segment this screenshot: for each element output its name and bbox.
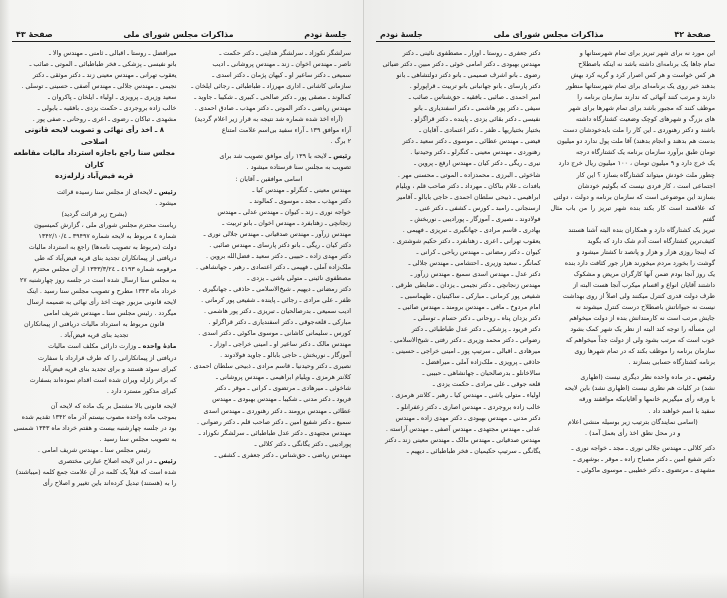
text-line: آراء موافق ۱۳۹ ـ آراء سفید بی‌اسم علامت امتناع (221, 126, 351, 135)
text-line: دارند و مرتب کنند آنهائی که ندارند سازمان برنامه را (577, 93, 715, 102)
text-line: مهندس معینی ـ کنگرلو ـ مهندس کیا ـ (252, 185, 351, 194)
text-line: سمیع ـ دکتر شفیع امین ـ دکتر صاحب قلم ـ دکتر رضوانی . (196, 417, 351, 426)
text-line: ظفر ـ علی مرادی ـ رجائی ـ پاینده ـ شفیعی پور کرمانی . (201, 296, 351, 305)
text-line: سالاخانلو ـ بدرصالحیان ـ جهانشاهی ـ حبیبی ـ (422, 369, 541, 378)
text-line: نیست نه حیواناتش باصطلاح درست کنترل میشوند نه (575, 303, 715, 312)
text-line: کمانگر ـ سعید وزیری ـ احتشامی ـ مهندس جلالی ـ (408, 258, 541, 267)
text-line: فریود ـ دکتر مدنی ـ شکیبا ـ مهندس بهبودی ـ مهندس (212, 395, 351, 404)
text-columns (376, 48, 715, 476)
text-line: مشهدی ـ تباکان ـ رضوی ـ اعری ـ روحانی ـ صفی پور . (32, 115, 177, 124)
text-line: کیوان ـ دکتر رمضانی ـ مهندس ریاحی ـ کرانی ـ (416, 247, 541, 256)
text-line (12, 341, 177, 352)
text-line: خوب است که مرتب بشود ولی از دولت جداً میخواهم که (565, 336, 715, 345)
text-line: ادیب سمیعی ـ بدرصالحیان ـ تبریزی ـ دکتر پور هاشمی . (203, 307, 351, 316)
text-line: دکتر کیان ـ ریگی ـ بانو دکتر پارسای ـ مهندس صائبی . (209, 240, 351, 249)
text-line: نجیمی ـ مهندس جلالی ـ مهندس آصفی ـ حسینی ـ توسلی . (21, 82, 177, 91)
text-line: عدلی ـ مهندس مجتهدی ـ مهندس آصفی ـ مهندس آراسته . (385, 424, 541, 433)
page-title: مذاکرات مجلس شورای ملی (123, 30, 234, 39)
speech-text: وزارت دارائی مکلف است مالیات (48, 342, 139, 351)
text-line: رضوانی ـ دکتر محمد وزیری ـ دکتر رفتی ـ شیخ‌الاسلامی . (389, 336, 541, 345)
text-line: بود در جلسه چهارشنبه بیست و هفتم خرداد ماه ۱۳۴۳ شمسی (13, 423, 177, 432)
text-line: آموزگار ـ نوربخش ـ حاجی بابالو ـ جاوید فولادوند . (220, 351, 351, 360)
text-line: رهنوردی ـ مهندس معینی ـ کنگرلو ـ دکتر وحیدنیا . (410, 148, 541, 157)
text-line: سفید با اسم خواهند داد . (648, 406, 715, 415)
speaker-name: رئیس ـ (692, 373, 715, 382)
text-line: مهندس ریاضی ـ حق‌شناس ـ دکتر جعفری ـ کشفی ـ (214, 450, 351, 459)
text-line: فولادوند ـ نصیری ـ آموزگار ـ پورادیبی ـ نوربخش ـ (410, 214, 541, 223)
text-line: مرقومه شماره ٤١٩٣ ـ ۱۳۴۳/۳/۲٤ از آن مجلس محترم (32, 265, 177, 274)
text-line: کلانتر هرمزی ـ ویلیام ابراهیمی ـ مهندس پروشانی ـ (215, 373, 351, 382)
text-line: تبریز یک کشتارگاه دارد و همکاران بنده البته آشنا هستند (568, 225, 715, 234)
text-line: نشد) در کلیات هم نظری نیست (اظهاری نشد) باین لایحه (564, 384, 715, 393)
text-line: دکتر جعفری ـ روستا ـ اوزار ـ مصطفوی نائینی ـ دکتر (402, 49, 541, 57)
speech-text: در ماده واحده نظر دیگری نیست (اظهاری (580, 373, 693, 382)
section-heading: ۸ ـ اخذ رأی نهائی و تصویب لایحه قانونی اصلاحی (24, 126, 164, 146)
text-line: اجتماعی است ، کار فردی نیست که بگوئیم خودشان (577, 181, 715, 190)
section-heading: قریه فیض‌آباد زلزله‌زده (54, 172, 134, 181)
text-line: ابراهیمی ـ ذبیحی سلطان احمدی ـ حاجی بابالو ـ آقامیر (396, 192, 541, 201)
text-line: لایحه قانونی بالا مشتمل بر یک ماده که لایحه آن (50, 401, 177, 410)
text-line (12, 187, 177, 198)
text-line: دکتر رمضانی ـ دیهیم ـ شیخ‌الاسلامی ـ حاذقی ـ جهانگیری . (198, 284, 351, 293)
text-line: یعقوب تهرانی ـ مهندس معینی زند ـ دکتر موثقی ـ دکتر (32, 71, 177, 80)
text-line: میگردد . رئیس مجلس سنا ـ مهندس شریف امامی (43, 309, 177, 318)
centered-note: قانون مربوط به استرداد مالیات دریافتی از پیمانکاران (24, 320, 165, 329)
text-line: خرداد ماه ۱۳۴۳ مطرح و تصویب مجلس سنا رسید . اینک (26, 287, 177, 296)
text-line: دکتر یزدان پناه ـ روحانی ـ دکتر حسام ـ توسلی ـ (413, 314, 541, 323)
text-line: میشود . (155, 198, 177, 207)
text-line: بدست هم بدهند و انجام بدهند) آقا ملت پول ندارد دو میلیون (557, 137, 715, 146)
text-line: یک خرج دارد و ۹ میلیون تومان ، ۱۰۰ میلیون ریال خرج دارد (558, 159, 715, 168)
text-line: جایش مرتب است نه کارمندانش بنده از دولت میخواهم (569, 314, 715, 323)
speech-text: لایحه‌ای از مجلس سنا رسیده قرائت (57, 187, 155, 196)
text-line: ریاست محترم مجلس شورای ملی ، گزارش کمیسیون (34, 220, 177, 229)
centered-note: رئیس مجلس سنا ـ مهندس شریف امامی . (37, 445, 151, 454)
left-page (0, 0, 363, 598)
column-left (12, 48, 177, 489)
text-line: دولت (مربوط به تصویب نامه‌ها) راجع به استرداد مالیات (28, 243, 177, 252)
text-line: تصویب به مجلس سنا فرستاده میشود . (246, 163, 351, 172)
text-line: یگانگی ـ سرتیپ حکیمیان ـ فخر طباطبائی ـ دیهیم ـ (406, 446, 541, 455)
session-label: جلسهٔ نودم (380, 30, 423, 39)
text-line: که علاقمند است کار بکند بنده شهر تبریز را من باب مثال گفتم (550, 203, 715, 223)
page-title: مذاکرات مجلس شورای ملی (493, 30, 604, 39)
section-heading: مجلس سنا راجع باجازه استرداد مالیات مقاطعه کاران (13, 149, 175, 169)
text-line: عطائی ـ مهندس برومند ـ دکتر رهنوردی ـ مهندس اسدی (203, 406, 351, 415)
text-line: این مورد نه برای شهر تبریز برای تمام شهرستانها و (579, 49, 715, 57)
text-line: بسازند این موضوعی است که سازمان برنامه و دولت ، دولتی (553, 192, 715, 201)
text-line: قلعه جوقی ـ علی مرادی ـ حکمت یزدی ـ (432, 380, 541, 389)
text-line: چطور ملت خودش میتواند کشتارگاه بسازد ؟ این کار (576, 170, 715, 179)
page-header (376, 26, 715, 42)
text-line: خالب زاده بروجردی ـ حکمت یزدی ـ بافقیه ـ بابولی ـ (37, 104, 177, 113)
text-line: بانو نفیسی ـ پزشکی ـ فخر طباطبائی ـ الموتی ـ صائب ـ (29, 60, 177, 69)
text-line: ناصر ـ مهندس اخوان ـ زند ـ مهندس پروشانی ـ ادیب (212, 60, 351, 69)
text-line: زنجانچی ـ زهتابفرد ـ مهندس اخوان ـ بانو تربیت ـ (222, 218, 351, 227)
text-line: امام مردوخ ـ مافی ـ مهندس برومند ـ مهندس صائبی ـ (398, 303, 541, 312)
text-line: دکتر فریود ـ پزشکی ـ دکتر عدل طباطبائی ـ دکتر (411, 325, 541, 334)
right-page (364, 0, 727, 598)
text-line: که اینجا روزی هزار و هزار و پانصد تا کشتار میشود و (576, 247, 715, 256)
text-line: یک روز آنجا بودم ضمن آنها کارگران مریض و مشکوک (573, 269, 715, 278)
page-number: صفحهٔ ۴۲ (674, 30, 711, 39)
text-line: که براثر زلزله ویران شده است اقدام نموده‌اند بسفارت (29, 375, 177, 384)
centered-note: اسامی موافقین ـ آقایان : (235, 174, 303, 183)
text-line: رضوی ـ بانو اشرف صمیمی ـ بانو دکتر دولتشاهی ـ بانو (396, 71, 541, 80)
centered-note: (بشرح زیر قرائت گردید) (61, 209, 128, 218)
column-right (187, 48, 352, 489)
text-line: مهندس مالک ـ دکتر ساعیر او ـ امینی خراجی ـ اوزار ـ (210, 340, 351, 349)
text-line: به تصویب مجلس سنا رسید . (99, 434, 177, 443)
text-line: کثیف‌ترین کشتارگاه است آدم شک دارد که بگوید (587, 236, 715, 245)
text-line: نصیری ـ دکتر وحیدنیا ـ قاسم مرادی ـ ذبیحی سلطان احمدی . (189, 362, 351, 371)
text-line: سعید وزیری ـ پرویزی ـ اولیاء ـ ایلخان ـ پاکروان ـ (47, 93, 177, 102)
text-line: را به (هستند) تبدیل کرده‌اند باین تغییر و اصلاح رأی (42, 479, 177, 488)
text-line (187, 151, 352, 162)
text-line: یعقوب تهرانی ـ اعری ـ زهتابفرد ـ دکتر حکیم شوشتری . (392, 236, 541, 245)
column-right (551, 48, 716, 476)
text-line: کبرای مذکور مسترد دارد . (106, 386, 177, 395)
text-line: بافدات ـ غلام بناکان ـ مهرداد ـ دکتر صاحب قلم ، ویلیام (395, 181, 541, 190)
text-line: هر کس خواست و هر کس اصرار کرد و گریه کرد بهش (570, 71, 715, 80)
text-line: ۲ برگ . (330, 137, 351, 146)
text-line: کمالوند ـ مصقی پور ـ دکتر صالحی ـ کبیری ـ شکیبا ـ جاوید ـ (194, 93, 351, 102)
speaker-name: مادهٔ واحده ـ (138, 342, 177, 351)
centered-note: و در محل نطق اخذ رأی بعمل آمد) . (585, 428, 681, 437)
text-line: مصطفوی نائینی ـ متولی باشی ـ یزدی ـ (247, 273, 351, 282)
text-line: برنامه کشتارگاه حسابی بسازند . (628, 358, 715, 367)
text-line: دکتر شفیع امین ـ دکتر مصباح زاده ـ موقر ـ بوشهری ـ (573, 454, 715, 463)
centered-note: تجدید بنای قریه فیض‌آباد . (60, 331, 129, 340)
session-label: جلسهٔ نودم (304, 30, 347, 39)
text-line: سمیعی ـ دکتر ساعیر او ـ کیهان پژمان ـ دکتر اسدی ـ (212, 71, 351, 80)
text-line: فیضی ـ مهندس عطائی ـ موسوی ـ دکتر سعید ـ دکتر (402, 137, 541, 146)
text-line: کبرای سوئد هستند و برای تجدید بنای قریه فیض‌آباد (41, 364, 177, 373)
text-line: کورس ـ سلیمانی کاشانی ـ موسوی ماکوئی ـ دکتر اسدی . (198, 329, 351, 338)
scan-shadow (364, 572, 727, 598)
speaker-name: رئیس ـ (154, 456, 177, 465)
text-line: سازمانی کاشانی ـ اداری مهرزاد ـ طباطبائی ـ رجائی ایلخان ـ (191, 82, 351, 91)
text-line: سیفی ـ دکتر پور هاشمی ـ دکتر اسفندیاری ـ بانو (413, 104, 541, 113)
centered-note: (آراء اخذ شده شماره شد نتیجه به قرار زیر اعلام گردید) (194, 115, 343, 124)
text-line (551, 372, 716, 383)
text-line: تومان طبق برآورد سازمان برنامه یک کشتارگاه درجه (576, 148, 715, 157)
text-line: دکتر مدنی ـ مهندس بهبودی ـ دکتر مهدی زاده ـ مهندس (395, 413, 541, 422)
text-line: پورادیبی ـ دکتر یگانگی ـ دکتر کلالی ـ (254, 439, 351, 448)
text-line: اولیاء ـ متولی باشی ـ مهندس کیا ـ رهبر ـ کلانتر هرمزی . (391, 391, 541, 400)
column-left (376, 48, 541, 476)
text-line: خالب زاده بروجردی ـ مهندس اصاری ـ دکتر زعفرانلو ـ (397, 402, 541, 411)
text-line: سازمان برنامه را موظف بکند که در تمام شهرها روی (574, 347, 715, 356)
text-line: نفیسی ـ دکتر بقائی یزدی ـ پاینده ـ دکتر قراگزلو . (410, 115, 541, 124)
text-line: این مسأله را توجه کند البته از نظر یک شهر کمک بشود (570, 325, 715, 334)
text-line: شماره ٤ مربوط به لایحه شماره ۳۹۴۹۷ ـ ۱۳۴۲/۱۰/٤ (38, 232, 177, 241)
text-line: به مجلس سنا ارسال شده است در جلسه روز چهارشنبه ۲۷ (19, 276, 177, 285)
text-line: باشند و دکتر رهنوردی ـ این کار را ملت بایدخودشان دست (562, 126, 715, 135)
text-line: با ورقه رأی میگیریم خانمها و آقایانیکه موافقند ورقه (578, 395, 715, 404)
text-line: ملک‌زاده آملی ـ فهیمی ـ دکتر اعتمادی ـ رهبر ـ جهانشاهی . (196, 262, 351, 271)
text-line: امیر احمدی ـ صائبی ـ بافقیه ـ حق‌شناس ـ صائب ـ (408, 93, 541, 102)
text-line: دریافتی از پیمانکاران تجدید بنای قریه فیض‌آباد که طی (34, 254, 177, 263)
text-line: دکتر کلالی ـ مهندس جلالی نوری ـ مجد ـ خواجه نوری ـ (571, 443, 715, 452)
page-number: صفحهٔ ۴۳ (16, 30, 53, 39)
text-line: بختیار بختیاریها ـ ظفر ـ دکتر اعتمادی ـ آقایان ـ (419, 126, 541, 135)
speech-text: لایحه با ۱۳۹ رأی موافق تصویب شد برای (219, 152, 329, 161)
text-line: دکتر عدل ـ مهندس اسدی سمیع ـ مهندس زرآور ـ (410, 269, 541, 278)
text-line: تمام جاها یک برنامه‌ای داشته باشد نه اینکه باصطلاح (578, 60, 715, 69)
text-columns (12, 48, 351, 489)
text-line: گوشت را بخورد مردم میخورند هزار جور کثافت دارد بنده (564, 258, 715, 267)
centered-note: (اسامی نمایندگان بترتیب زیر بوسیله منشی اعلام (567, 417, 698, 426)
speaker-name: رئیس ـ (154, 187, 177, 196)
text-line: طرف دولت قدری کنترل میکنند ولی اصلاً از روی بهداشت (562, 292, 715, 301)
text-line: مهندس بهبودی ـ دکتر امامی خوئی ـ دکتر مبین ـ دکتر ضیائی (382, 60, 541, 69)
text-line: نیری ـ ریگی ـ دکتر کیان ـ مهندس ارفع ـ پروین ـ (414, 159, 541, 168)
text-line: شده است که قبلاً یک کلمه در آن علامت جمع کلمه (میباشند) (15, 468, 177, 476)
text-line: لایحه قانونی مزبور جهت اخذ رأی نهائی به ضمیمه ارسال (26, 298, 177, 307)
text-line: سرلشگر نکوزاد ـ سرلشگر هدایتی ـ دکتر حکمت ـ (219, 49, 351, 57)
speaker-name: رئیس ـ (328, 152, 351, 161)
speech-text: در این لایحه اصلاح عبارتی مختصری (58, 456, 155, 465)
text-line: دکتر مهدی زاده ـ حبیبی ـ دکتر سعید ـ فضل‌الله بروین . (206, 251, 351, 260)
text-line: های بزرگ و شهرهای کوچک وضعیت کشتارگاه داشته (575, 115, 715, 124)
text-line: دریافتی از پیمانکارانی را که طرف قرارداد با سفارت (38, 353, 177, 362)
page-header (12, 26, 351, 42)
text-line: شاخوئی ـ البرزی ـ محمدزاده ـ الموتی ـ محسنی مهر . (397, 170, 541, 179)
text-line (12, 456, 177, 467)
text-line: شفیعی پور کرمانی ـ مبارکی ـ ساکینیان ـ طهماسبی ـ (400, 292, 541, 301)
scan-shadow (0, 572, 363, 598)
text-line: مهندس صدقیانی ـ مهندس مالک ـ مهندس معینی زند ـ دکتر (385, 435, 541, 444)
text-line: مهندس زنجانچی ـ دکتر نجیمی ـ یزدان ـ ضابطی طرقی . (391, 280, 541, 289)
text-line: میرافضل ـ روستا ـ اقبالی ـ ثامنی ـ مهندس والا ـ (48, 49, 177, 57)
text-line: بدهند خیر روی یک برنامه‌ای برای تمام شهرستانها منظور (566, 82, 715, 91)
text-line: شاخوئی ـ میرهادی ـ مرتضوی ـ کرانی ـ موقر ـ دکتر (214, 384, 351, 393)
text-line: مبارکی ـ قلعه‌جوقی ـ دکتر اسفندیاری ـ دکتر قراگزلو . (208, 318, 351, 327)
text-line: مهندس مجتهدی ـ دکتر عدل طباطبائی ـ سرلشگر نکوزاد ـ (198, 428, 351, 437)
text-line: موظف کنند که مجبور باشد برای تمام شهرها برای شهر (568, 104, 715, 113)
text-line: میرهادی ـ اقبالی ـ سرتیپ پور ـ امینی خراجی ـ حسینی . (391, 347, 541, 356)
text-line: مهندس ریاضی ـ دکتر الموتی ـ دکتر مهذب ـ صادق احمدی . (194, 104, 351, 113)
text-line: بموجب ماده واحده مصوب بیستم آذر ماه ۱۳۴۲ تقدیم شده (21, 412, 177, 421)
text-line: خواجه نوری ـ زند ـ کیوان ـ مهندس عدلی ـ مهندس (217, 207, 351, 216)
text-line: مشهدی ـ مرتضوی ـ دکتر خطیبی ـ موسوی ماکوئی ـ (577, 465, 715, 474)
text-line: دکتر پارسای ـ بانو جهانبانی بانو تربیت ـ قراپورلو . (409, 82, 541, 91)
text-line: مهندس زرآور ـ مهندس صدقیانی ـ مهندس جلالی نوری ـ (203, 229, 351, 238)
page-edge-shadow (0, 0, 10, 598)
text-line: داشتند آقایان انواع و اقسام میکرب آنجا هست البته از (573, 280, 715, 289)
text-line: بهادری ـ قاسم مرادی ـ جهانگیری ـ تبریزی ـ فهیمی . (402, 225, 541, 234)
text-line: دکتر مهذب ـ مجد ـ موسوی ـ کمالوند ـ (249, 196, 351, 205)
text-line: حاذقی ـ پرویزی ـ ملک‌زاده آملی ـ میرافضل ـ (421, 358, 541, 367)
text-line: ارسنجانی ـ رامبد ـ کورس ـ کشفی ـ دکتر غنی ـ (415, 203, 541, 212)
